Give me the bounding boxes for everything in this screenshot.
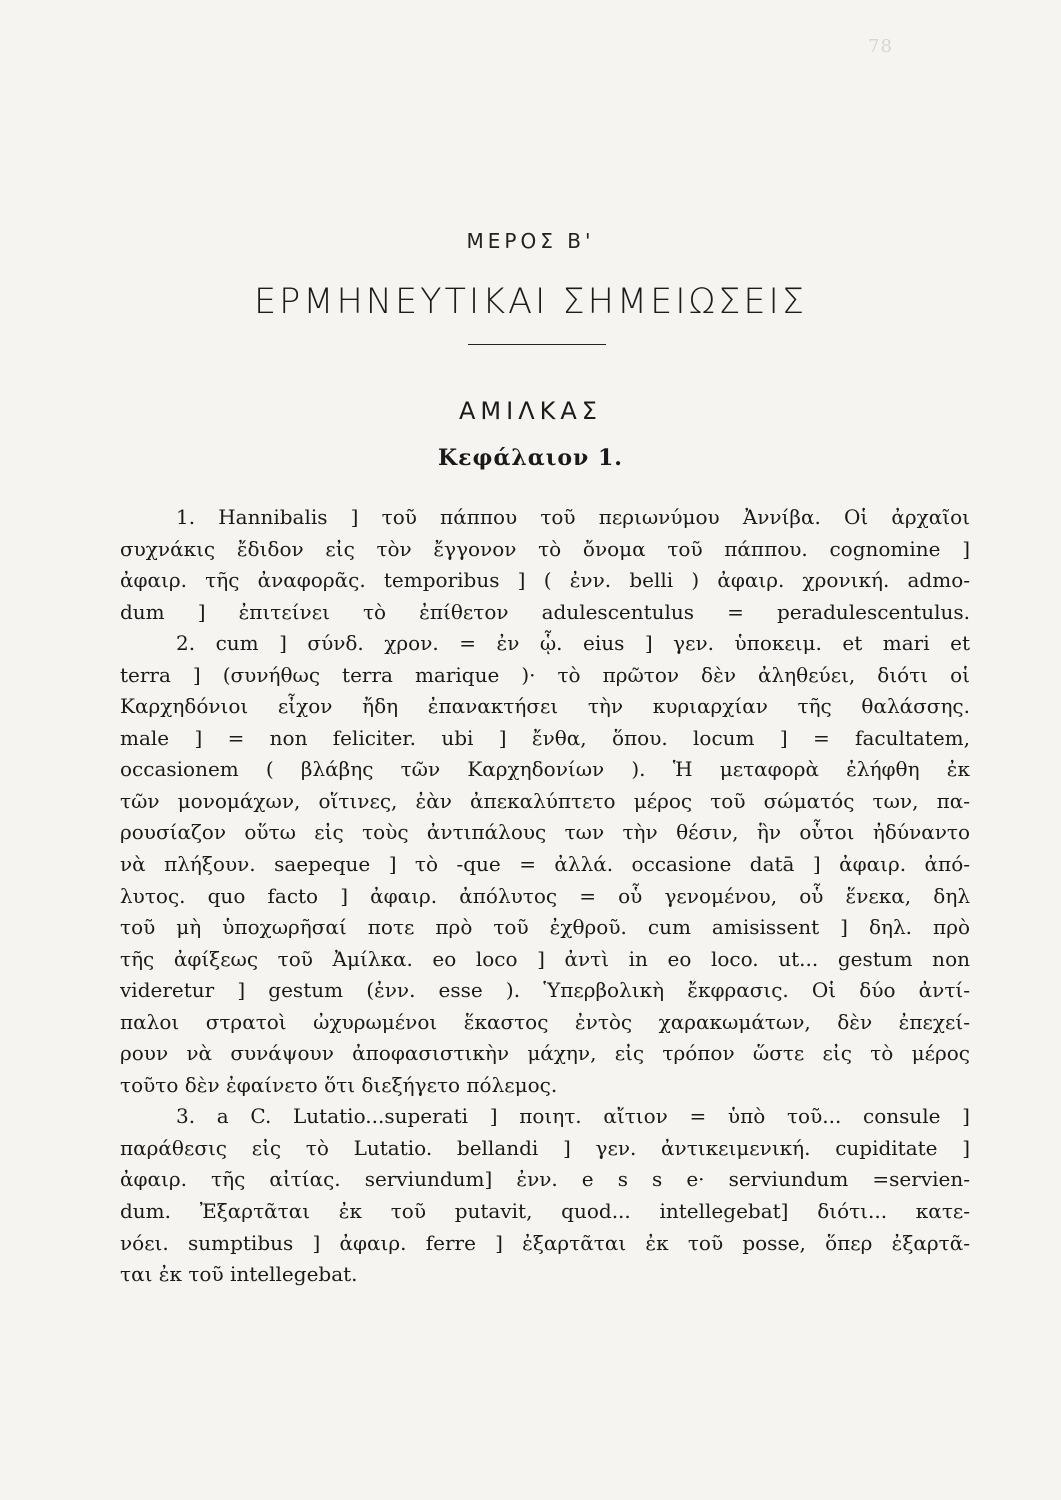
text-line: νὰ πλήξουν. saepeque ] τὸ -que = ἀλλά. occasione datā ] ἀφαιρ. ἀπό- [120,852,970,877]
text-line: συχνάκις ἔδιδον εἰς τὸν ἔγγονον τὸ ὄνομα τοῦ πάππου. cognomine ] [120,536,970,561]
text-line: 3. a C. Lutatio...superati ] ποιητ. αἴτιον = ὑπὸ τοῦ... consule ] [176,1104,970,1129]
text-line: ἀφαιρ. τῆς ἀναφορᾶς. temporibus ] ( ἐνν. belli ) ἀφαιρ. χρονική. admo- [120,568,970,593]
text-line: λυτος. quo facto ] ἀφαιρ. ἀπόλυτος = οὗ γενομένου, οὗ ἕνεκα, δηλ [120,883,970,908]
text-line: παλοι στρατοὶ ὠχυρωμένοι ἕκαστος ἐντὸς χαρακωμάτων, δὲν ἐπεχεί- [120,1009,970,1034]
section-heading: Κεφάλαιον 1. [438,445,623,471]
text-line: τοῦ μὴ ὑποχωρῆσαί ποτε πρὸ τοῦ ἐχθροῦ. cum amisissent ] δηλ. πρὸ [120,915,970,940]
part-title: ΕΡΜΗΝΕΥΤΙΚΑΙ ΣΗΜΕΙΩΣΕΙΣ [254,282,807,322]
text-line: τοῦτο δὲν ἐφαίνετο ὅτι διεξήγετο πόλεμος. [120,1072,558,1097]
page-number: 78 [868,36,893,57]
text-line: ται ἐκ τοῦ intellegebat. [120,1262,358,1287]
text-line: dum ] ἐπιτείνει τὸ ἐπίθετον adulescentulus = peradulescentulus. [120,599,970,624]
part-label: ΜΕΡΟΣ Β' [466,229,595,253]
text-line: τῶν μονομάχων, οἵτινες, ἐὰν ἀπεκαλύπτετο μέρος τοῦ σώματός των, πα- [120,788,970,813]
text-line: videretur ] gestum (ἐνν. esse ). Ὑπερβολικὴ ἔκφρασις. Οἱ δύο ἀντί- [120,978,970,1003]
text-line: 2. cum ] σύνδ. χρον. = ἐν ᾧ. eius ] γεν. ὑποκειμ. et mari et [176,631,970,656]
title-divider [468,344,606,345]
text-line: male ] = non feliciter. ubi ] ἔνθα, ὅπου. locum ] = facultatem, [120,725,970,750]
text-line: νόει. sumptibus ] ἀφαιρ. ferre ] ἐξαρτᾶται ἐκ τοῦ posse, ὅπερ ἐξαρτᾶ- [120,1230,970,1255]
text-line: terra ] (συνήθως terra marique )· τὸ πρῶτον δὲν ἀληθεύει, διότι οἱ [120,662,970,687]
chapter-heading: ΑΜΙΛΚΑΣ [459,397,602,425]
text-line: 1. Hannibalis ] τοῦ πάππου τοῦ περιωνύμου Ἀννίβα. Οἱ ἀρχαῖοι [176,505,970,529]
text-line: ρουν νὰ συνάψουν ἀποφασιστικὴν μάχην, εἰς τρόπον ὥστε εἰς τὸ μέρος [120,1041,970,1066]
text-line: ρουσίαζον οὕτω εἰς τοὺς ἀντιπάλους των τὴν θέσιν, ἣν οὗτοι ἠδύναντο [120,820,970,845]
text-line: occasionem ( βλάβης τῶν Καρχηδονίων ). Ἡ μεταφορὰ ἐλήφθη ἐκ [120,757,970,782]
text-line: παράθεσις εἰς τὸ Lutatio. bellandi ] γεν. ἀντικειμενική. cupiditate ] [120,1135,970,1160]
text-line: dum. Ἐξαρτᾶται ἐκ τοῦ putavit, quod... intellegebat] διότι... κατε- [120,1199,970,1224]
commentary-body [120,502,970,1291]
text-line: ἀφαιρ. τῆς αἰτίας. serviundum] ἐνν. e s s e· serviundum =servien- [120,1167,970,1192]
text-line: Καρχηδόνιοι εἶχον ἤδη ἐπανακτήσει τὴν κυριαρχίαν τῆς θαλάσσης. [120,694,970,719]
text-line: τῆς ἀφίξεως τοῦ Ἀμίλκα. eo loco ] ἀντὶ in eo loco. ut... gestum non [120,946,970,971]
